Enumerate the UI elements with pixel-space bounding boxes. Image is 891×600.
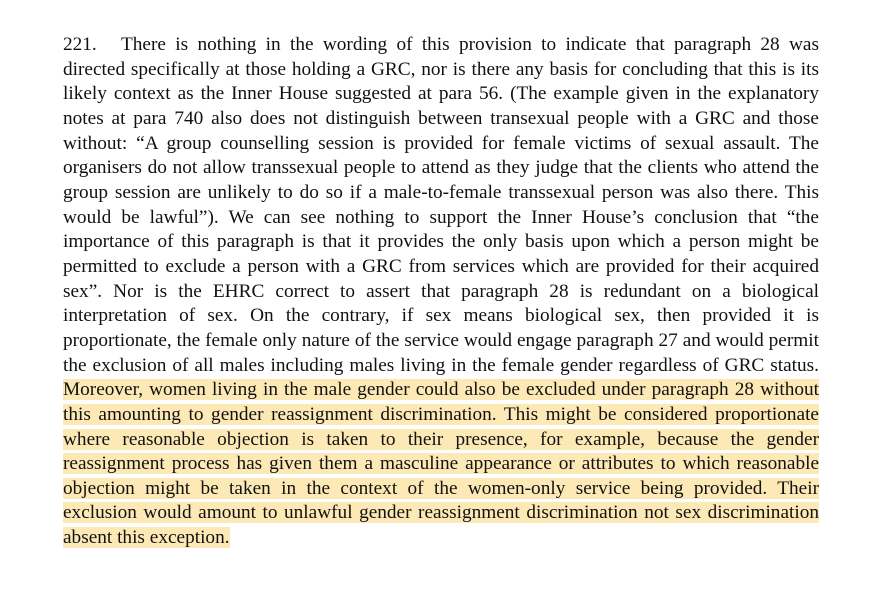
paragraph-body-text: There is nothing in the wording of this provision to indicate that paragraph 28 was directed specifically at those holding a GRC, nor is there any basis for concluding that this is its likely context as the Inner House suggested at para 56. (The example given in the explanatory notes at para 740 also does not distinguish between transexual people with a GRC and those without: “A group counselling session is provided for female victims of sexual assault. The organisers do not allow transsexual people to attend as they judge that the clients who attend the group session are unlikely to do so if a male-to-female transsexual person was also there. This would be lawful”). We can see nothing to support the Inner House’s conclusion that “the importance of this paragraph is that it provides the only basis upon which a person might be permitted to exclude a person with a GRC from services which are provided for their acquired sex”. Nor is the EHRC correct to assert that paragraph 28 is redundant on a biological interpretation of sex. On the contrary, if sex means biological sex, then provided it is proportionate, the female only nature of the service would engage paragraph 27 and would permit the exclusion of all males including males living in the female gender regardless of GRC status. [63,34,819,376]
paragraph-number: 221. [63,34,97,55]
paragraph-221 [63,33,819,551]
highlighted-text: Moreover, women living in the male gender could also be excluded under paragraph 28 without this amounting to gender reassignment discrimination. This might be considered proportionate where reasonable objection is taken to their presence, for example, because the gender reassignment process has given them a masculine appearance or attributes to which reasonable objection might be taken in the context of the women-only service being provided. Their exclusion would amount to unlawful gender reassignment discrimination not sex discrimination absent this exception. [63,379,819,549]
